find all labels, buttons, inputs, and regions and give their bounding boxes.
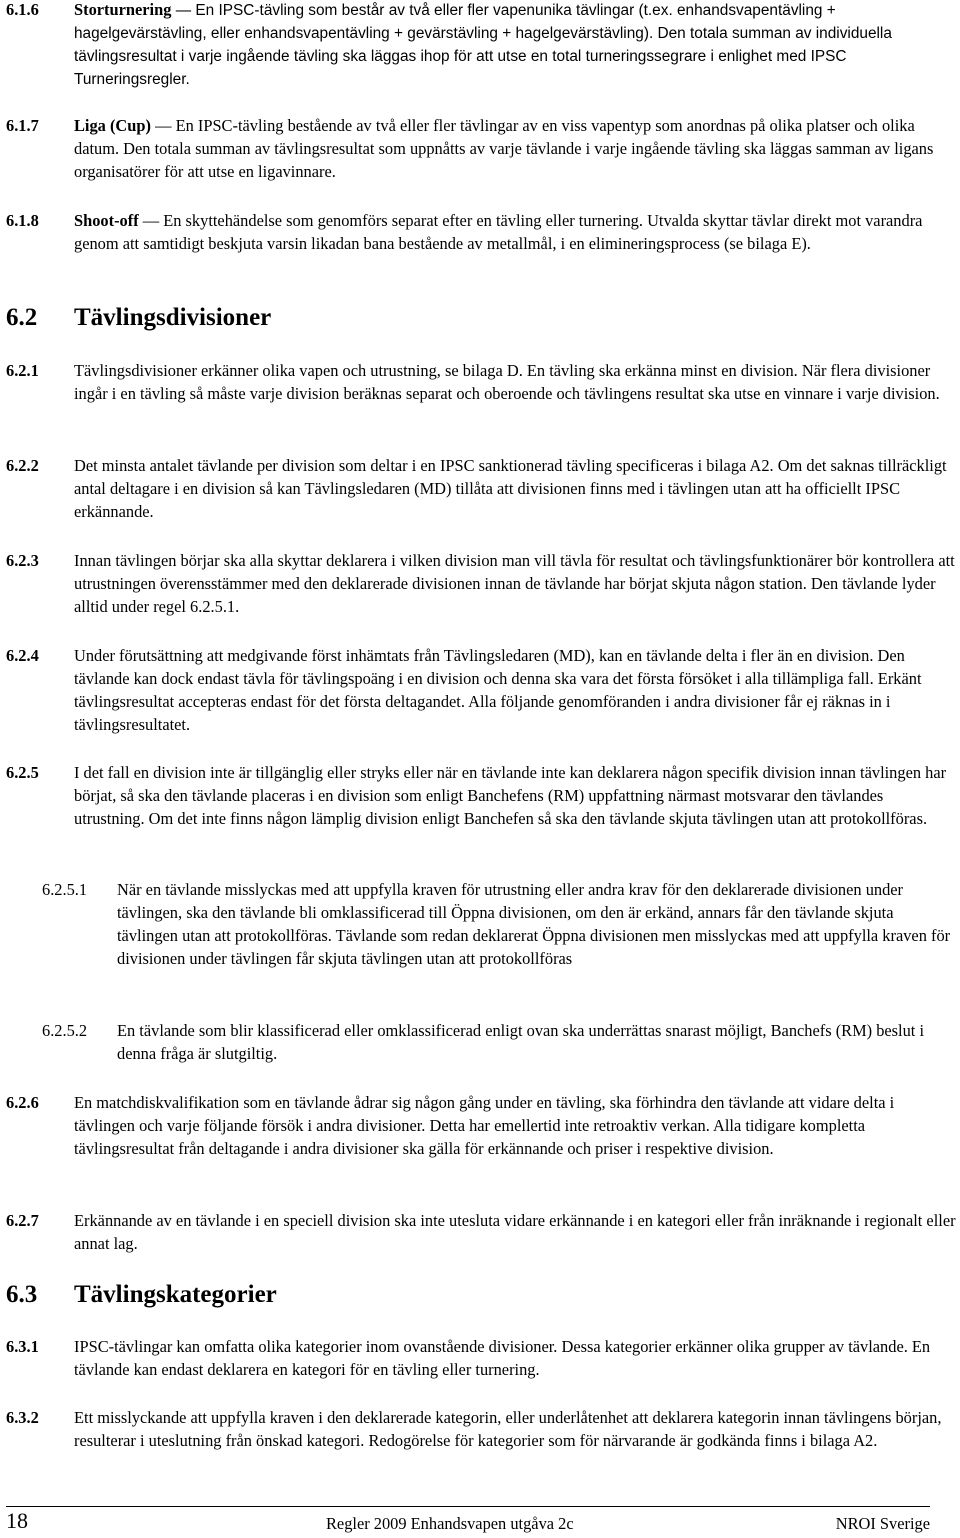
term-separator: — (171, 2, 196, 19)
heading-6-3 (6, 1280, 956, 1310)
section-number: 6.2.4 (6, 646, 39, 665)
section-number: 6.2.5 (6, 763, 39, 782)
section-term: Liga (Cup) (74, 116, 151, 135)
section-text: IPSC-tävlingar kan omfatta olika kategorier inom ovanstående divisioner. Dessa kategorier erkänner olika grupper av tävlande. En tävlande kan endast deklarera en kategori för en tävling eller turnering. (74, 1337, 931, 1379)
section-6-3-2 (6, 1406, 956, 1452)
section-6-1-6 (6, 0, 956, 91)
section-body: En IPSC-tävling som består av två eller fler vapenunika tävlingar (t.ex. enhandsvapentävling + hagelgevärstävling, eller enhandsvapentävling + gevärstävling + hagelgevärstävling). Den totala summan av individuella tävlingsresultat i varje ingående tävling ska läggas ihop för att utse en total turneringssegrare i enlighet med IPSC Turneringsregler. (74, 2, 892, 88)
section-number: 6.2.5.2 (42, 1021, 88, 1040)
section-term: Shoot-off (74, 211, 139, 230)
section-text: Innan tävlingen börjar ska alla skyttar deklarera i vilken division man vill tävla för resultat och tävlingsfunktionärer bör kontrollera att utrustningen överensstämmer med den deklarerade divisionen innan de tävlande har börjat skjuta någon station. Den tävlande lyder alltid under regel 6.2.5.1. (74, 551, 955, 616)
section-6-3-1 (6, 1335, 956, 1381)
section-number: 6.1.6 (6, 0, 39, 19)
section-number: 6.2.1 (6, 361, 39, 380)
section-text: Det minsta antalet tävlande per division som deltar i en IPSC sanktionerad tävling specificeras i bilaga A2. Om det saknas tillräckligt antal deltagare i en division så kan Tävlingsledaren (MD) tillåta att divisionen finns med i tävlingen utan att ha officiellt IPSC erkännande. (74, 456, 947, 521)
section-text: Erkännande av en tävlande i en speciell division ska inte utesluta vidare erkännande i en kategori eller från inräknande i regionalt eller annat lag. (74, 1211, 956, 1253)
section-6-2-3 (6, 549, 956, 618)
section-6-1-8 (6, 209, 956, 255)
heading-number: 6.3 (6, 1281, 38, 1308)
section-number: 6.2.3 (6, 551, 39, 570)
section-number: 6.3.1 (6, 1337, 39, 1356)
section-text: En matchdiskvalifikation som en tävlande ådrar sig någon gång under en tävling, ska förhindra den tävlande att vidare delta i tävlingen och varje följande försök i andra divisioner. Detta har emellertid inte retroaktiv verkan. Alla tidigare kompletta tävlingsresultat från deltagande i andra divisioner ska gälla för erkännande och priser i respektive division. (74, 1093, 895, 1158)
section-text: Tävlingsdivisioner erkänner olika vapen och utrustning, se bilaga D. En tävling ska erkänna minst en division. När flera divisioner ingår i en tävling så måste varje division beräknas separat och oberoende och tävlingens resultat ska utse en vinnare i varje division. (74, 361, 940, 403)
document-title: Regler 2009 Enhandsvapen utgåva 2c (326, 1514, 574, 1533)
section-text: En tävlande som blir klassificerad eller omklassificerad enligt ovan ska underrättas snarast möjligt, Banchefs (RM) beslut i denna fråga är slutgiltig. (117, 1021, 925, 1063)
section-number: 6.1.8 (6, 211, 39, 230)
term-separator: — (150, 116, 176, 135)
section-body: En IPSC-tävling bestående av två eller fler tävlingar av en viss vapentyp som anordnas på olika platser och olika datum. Den totala summan av tävlingsresultat som uppnåtts av varje tävlande i varje ingående tävling ska läggas samman av ligans organisatörer för att utse en ligavinnare. (74, 116, 934, 181)
heading-title: Tävlingsdivisioner (74, 304, 272, 331)
section-number: 6.2.6 (6, 1093, 39, 1112)
term-separator: — (138, 211, 164, 230)
section-text: I det fall en division inte är tillgänglig eller stryks eller när en tävlande inte kan deklarera någon specifik division innan tävlingen har börjat, så ska den tävlande placeras i en division som enligt Banchefens (RM) uppfattning närmast motsvarar den tävlandes utrustning. Om det inte finns någon lämplig division enligt Banchefen så ska den tävlande skjuta tävlingen utan att protokollföras. (74, 763, 947, 828)
section-number: 6.2.7 (6, 1211, 39, 1230)
section-number: 6.2.5.1 (42, 880, 88, 899)
section-term: Storturnering (74, 0, 172, 19)
organization-name: NROI Sverige (835, 1514, 930, 1533)
section-6-2-6 (6, 1091, 956, 1160)
section-text: Ett misslyckande att uppfylla kraven i den deklarerade kategorin, eller underlåtenhet att deklarera kategorin innan tävlingens början, resulterar i uteslutning från önskad kategori. Redogörelse för kategorier som för närvarande är godkända finns i bilaga A2. (74, 1408, 942, 1450)
section-6-2-5-2 (42, 1019, 956, 1065)
heading-title: Tävlingskategorier (74, 1281, 277, 1308)
section-text (74, 0, 956, 91)
section-6-2-1 (6, 359, 956, 405)
heading-6-2 (6, 303, 956, 333)
footer-rule (6, 1506, 930, 1507)
section-text (74, 209, 956, 255)
section-number: 6.3.2 (6, 1408, 39, 1427)
section-6-2-5 (6, 761, 956, 830)
section-text: När en tävlande misslyckas med att uppfylla kraven för utrustning eller andra krav för den deklarerade divisionen under tävlingen, ska den tävlande bli omklassificerad till Öppna divisionen, om den är erkänd, annars får den tävlande skjuta tävlingen utan att protokollföras. Tävlande som redan deklarerat Öppna divisionen men misslyckas med att uppfylla kraven för divisionen under tävlingen får skjuta tävlingen utan att protokollföras (117, 880, 951, 968)
page-number: 18 (6, 1508, 28, 1533)
section-6-2-5-1 (42, 878, 956, 970)
section-text (74, 114, 956, 183)
section-number: 6.2.2 (6, 456, 39, 475)
section-6-2-4 (6, 644, 956, 736)
section-body: En skyttehändelse som genomförs separat efter en tävling eller turnering. Utvalda skyttar tävlar direkt mot varandra genom att samtidigt beskjuta varsin likadan bana bestående av metallmål, i en elimineringsprocess (se bilaga E). (74, 211, 923, 253)
section-6-2-2 (6, 454, 956, 523)
section-6-2-7 (6, 1209, 956, 1255)
section-number: 6.1.7 (6, 116, 39, 135)
section-6-1-7 (6, 114, 956, 183)
heading-number: 6.2 (6, 304, 38, 331)
section-text: Under förutsättning att medgivande först inhämtats från Tävlingsledaren (MD), kan en tävlande delta i fler än en division. Den tävlande kan dock endast tävla för tävlingspoäng i en division och denna ska vara det första försöket i alla tillämpliga fall. Erkänt tävlingsresultat accepteras endast för det första deltagandet. Alla följande genomföranden i andra divisioner får ej räknas in i tävlingsresultatet. (74, 646, 922, 734)
